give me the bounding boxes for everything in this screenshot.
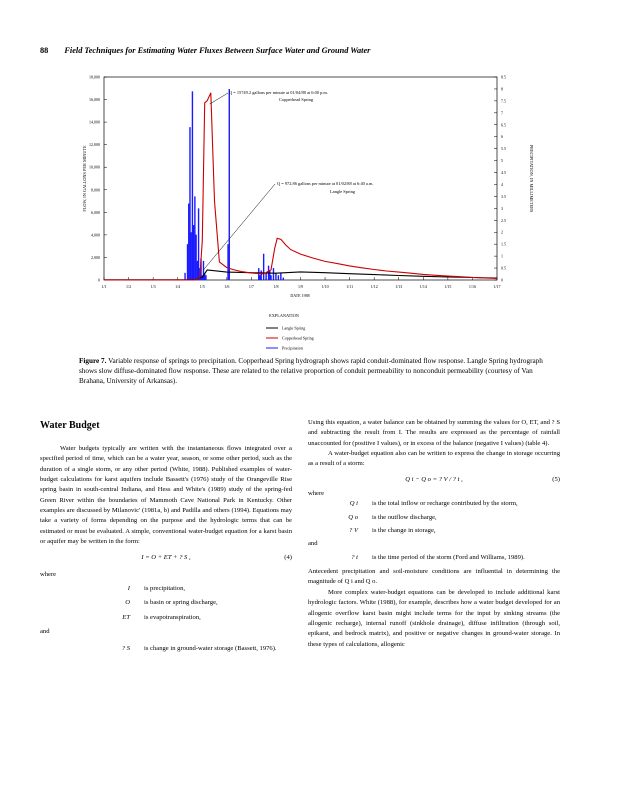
figure-caption xyxy=(79,356,549,387)
definition-text: is the change in storage, xyxy=(372,527,436,535)
y-left-tick-label: 8,000 xyxy=(91,187,100,193)
y-right-tick-label: 0 xyxy=(501,277,503,283)
y-right-tick-label: 1.5 xyxy=(501,241,506,247)
y-right-tick-label: 8.5 xyxy=(501,74,506,80)
where-label: where xyxy=(40,570,57,578)
x-tick-label: 1/16 xyxy=(468,284,476,289)
equation-4 xyxy=(40,553,292,563)
definition-text: is the time period of the storm (Ford and Williams, 1989). xyxy=(372,553,525,561)
x-tick-label: 1/9 xyxy=(297,284,304,289)
definition-symbol: Q i xyxy=(349,500,358,508)
definition-text: is change in ground-water storage (Bassett, 1976). xyxy=(144,644,277,652)
definition-symbol: Q o xyxy=(348,513,358,521)
x-tick-label: 1/10 xyxy=(321,284,329,289)
y-left-tick-label: 6,000 xyxy=(91,209,100,215)
definition-symbol: ET xyxy=(122,613,130,621)
y-left-tick-label: 12,000 xyxy=(89,142,100,148)
y-right-tick-label: 4 xyxy=(501,181,503,187)
and-label: and xyxy=(308,540,318,548)
y-left-tick-label: 2,000 xyxy=(91,254,100,260)
y-right-tick-label: 6.5 xyxy=(501,122,506,128)
x-tick-label: 1/15 xyxy=(444,284,452,289)
y-left-tick-label: 4,000 xyxy=(91,232,100,238)
y-left-tick-label: 16,000 xyxy=(89,97,100,103)
definition-row xyxy=(40,644,292,654)
y-right-tick-label: 7.5 xyxy=(501,98,506,104)
paragraph: More complex water-budget equations can be developed to include additional karst hydrologic factors. White (1988), for example, describes how a water budget developed for an allogenic overflow karst basin might include terms for the input by sinking streams (the allogenic recharge), internal runoff (sinkhole drainage), diffuse infiltration (through soil, epikarst, and bedrock matrix), and positive or negative changes in ground-water storage. In these types of calculations, allogenic xyxy=(308,588,560,648)
y-right-tick-label: 6 xyxy=(501,134,503,140)
x-tick-label: 1/3 xyxy=(150,284,156,289)
definition-text: is precipitation, xyxy=(144,585,186,593)
equation-body: I = O + ET + ? S , xyxy=(141,554,191,562)
y-right-tick-label: 2.5 xyxy=(501,217,506,223)
plot-frame xyxy=(104,77,497,280)
x-axis-title: DATE 1988 xyxy=(290,293,310,298)
definition-symbol: ? V xyxy=(349,527,358,535)
equation-number: (5) xyxy=(552,475,560,483)
x-tick-label: 1/11 xyxy=(346,284,354,289)
equation-number: (4) xyxy=(284,554,292,562)
annotation-text: Copperhead Spring xyxy=(279,97,314,102)
definition-text: is basin or spring discharge, xyxy=(144,599,218,607)
annotation-text: Q = 972.86 gallons per minute at 01/02/88 at 6:40 a.m. xyxy=(277,181,374,186)
y-right-axis-title: PRECIPITATION, IN MILLIMETERS xyxy=(529,144,534,213)
and-label: and xyxy=(40,628,50,636)
x-tick-label: 1/8 xyxy=(273,284,279,289)
y-left-tick-label: 18,000 xyxy=(89,74,100,80)
hydrograph-chart xyxy=(0,0,618,360)
definition-text: is evapotranspiration, xyxy=(144,613,201,621)
definition-symbol: ? t xyxy=(351,553,358,561)
paragraph: Water budgets typically are written with the instantaneous flows integrated over a specified period of time, which can be a water year, season, or some other period, such as the duration of a single storm, or any other period (White, 1988). Published examples of water-budget calculations for karst aquifers include Bassett's (1976) study of the Orangeville Rise spring basin in south-central Indiana, and Hess and White's (1989) study of the spring-fed Green River within the boundaries of Mammoth Cave National Park in Kentucky. Other examples are discussed by Milanovic' (1981a, b) and Padilla and others (1994). Equations may take a variety of forms depending on the purpose and the hydrologic terms that can be estimated or must be evaluated. A simple, conventional water-budget equation for a karst basin or aquifer may be written in the form: xyxy=(40,445,292,546)
y-right-tick-label: 8 xyxy=(501,86,503,92)
paragraph: Antecedent precipitation and soil-moisture conditions are influential in determining the magnitude of Q i and Q o. xyxy=(308,568,560,586)
x-tick-label: 1/1 xyxy=(101,284,107,289)
legend-label: Copperhead Spring xyxy=(282,335,314,341)
y-left-tick-label: 0 xyxy=(98,277,100,283)
definition-row xyxy=(40,613,292,623)
page-number: 88 xyxy=(40,46,49,55)
x-tick-label: 1/4 xyxy=(175,284,181,289)
equation-body: Q i − Q o = ? V / ? t , xyxy=(405,475,463,483)
definition-row xyxy=(40,598,292,608)
definition-row xyxy=(40,584,292,594)
definition-symbol: I xyxy=(127,585,130,593)
x-tick-label: 1/6 xyxy=(224,284,230,289)
y-right-tick-label: 0.5 xyxy=(501,265,506,271)
x-tick-label: 1/2 xyxy=(126,284,132,289)
definition-row xyxy=(308,553,560,563)
left-column xyxy=(40,444,292,654)
figure-caption-text: Variable response of springs to precipitation. Copperhead Spring hydrograph shows rapid conduit-dominated flow response. Langle Spring hydrograph shows slow diffuse-dominated flow response. These are related to the relative proportion of conduit permeability to nonconduit permeability (courtesy of Van Brahana, University of Arkansas). xyxy=(79,357,543,386)
definition-text: is the total inflow or recharge contributed by the storm, xyxy=(372,500,518,508)
y-left-tick-label: 10,000 xyxy=(89,164,100,170)
x-tick-label: 1/5 xyxy=(199,284,205,289)
definition-row xyxy=(308,513,560,523)
y-right-tick-label: 2 xyxy=(501,229,503,235)
right-column xyxy=(308,418,560,650)
x-tick-label: 1/12 xyxy=(370,284,378,289)
y-right-tick-label: 3 xyxy=(501,205,503,211)
paragraph: Using this equation, a water balance can be obtained by summing the values for O, ET, and ? S and subtracting the result from I. The results are expressed as the percentage of rainfall unaccounted for (positive I values), or in excess of the balance (negative I values) (table 4). xyxy=(308,419,560,447)
annotation-text: Q = 15749.2 gallons per minute at 01/04/88 at 6:00 p.m. xyxy=(229,90,328,95)
equation-5 xyxy=(308,475,560,485)
x-tick-label: 1/17 xyxy=(493,284,501,289)
y-right-tick-label: 7 xyxy=(501,110,503,116)
definition-row xyxy=(308,526,560,536)
running-title: Field Techniques for Estimating Water Fluxes Between Surface Water and Ground Water xyxy=(64,46,371,55)
x-tick-label: 1/14 xyxy=(419,284,427,289)
legend-label: Langle Spring xyxy=(282,325,306,331)
copperhead-spring-line xyxy=(104,93,497,280)
definition-text: is the outflow discharge, xyxy=(372,513,437,521)
legend-label: Precipitation xyxy=(282,345,303,351)
x-tick-label: 1/13 xyxy=(395,284,403,289)
y-right-tick-label: 4.5 xyxy=(501,170,506,176)
paragraph: A water-budget equation also can be written to express the change in storage occurring as a result of a storm: xyxy=(308,450,560,468)
x-tick-label: 1/7 xyxy=(248,284,254,289)
figure-label: Figure 7. xyxy=(79,357,107,365)
y-right-tick-label: 1 xyxy=(501,253,503,259)
y-left-tick-label: 14,000 xyxy=(89,119,100,125)
definition-symbol: O xyxy=(125,599,130,607)
y-left-axis-title: FLOW, IN GALLONS PER MINUTE xyxy=(82,145,87,212)
definition-row xyxy=(308,499,560,509)
where-label: where xyxy=(308,490,325,498)
annotation-text: Langle Spring xyxy=(330,189,355,194)
y-right-tick-label: 3.5 xyxy=(501,193,506,199)
y-right-tick-label: 5.5 xyxy=(501,146,506,152)
definition-symbol: ? S xyxy=(121,644,130,652)
section-title: Water Budget xyxy=(40,420,100,431)
y-right-tick-label: 5 xyxy=(501,158,503,164)
legend-title: EXPLANATION xyxy=(269,313,299,318)
annotation-leader xyxy=(210,93,228,104)
